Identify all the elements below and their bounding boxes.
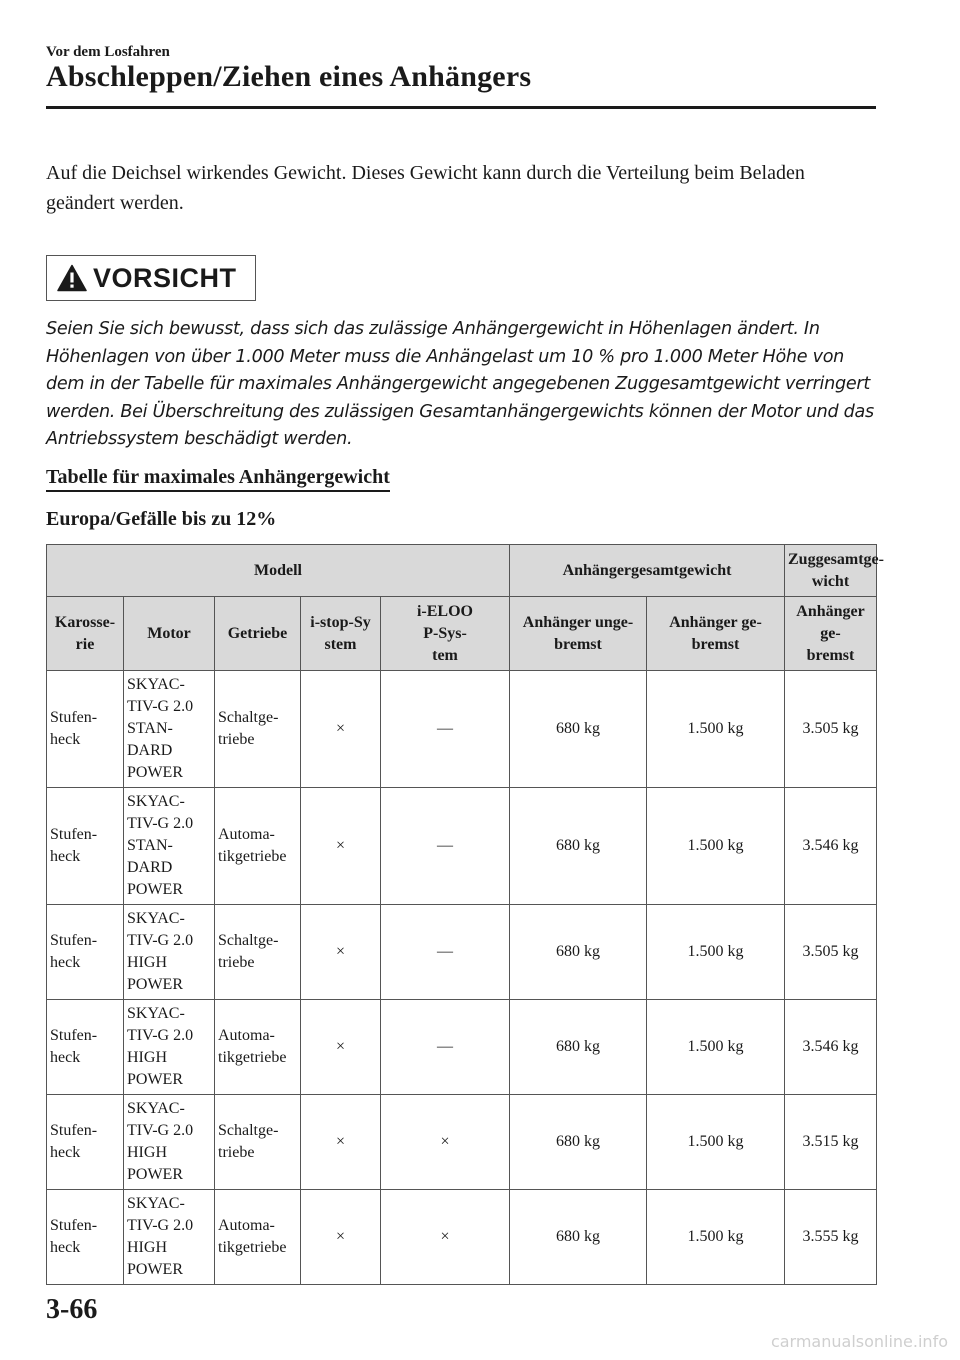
column-header: Karosse- rie	[47, 597, 124, 671]
table-cell: Schaltge- triebe	[215, 671, 301, 788]
column-header: i-stop-Sy stem	[301, 597, 381, 671]
page-title: Abschleppen/Ziehen eines Anhängers	[46, 60, 532, 93]
table-cell: SKYAC- TIV-G 2.0 HIGH POWER	[124, 1095, 215, 1190]
section-label: Vor dem Losfahren	[46, 44, 170, 60]
table-cell: ×	[301, 1190, 381, 1285]
table-cell: 1.500 kg	[647, 905, 785, 1000]
table-cell: —	[381, 1000, 510, 1095]
header-zuggesamtgewicht: Zuggesamtge- wicht	[785, 545, 877, 597]
table-cell: —	[381, 788, 510, 905]
column-header: Anhänger unge- bremst	[510, 597, 647, 671]
table-cell: ×	[381, 1095, 510, 1190]
table-cell: Schaltge- triebe	[215, 905, 301, 1000]
table-cell: 680 kg	[510, 788, 647, 905]
table-cell: ×	[381, 1190, 510, 1285]
caution-label: VORSICHT	[93, 262, 237, 293]
table-cell: Stufen- heck	[47, 905, 124, 1000]
table-cell: Schaltge- triebe	[215, 1095, 301, 1190]
table-cell: 3.505 kg	[785, 671, 877, 788]
table-cell: 3.546 kg	[785, 1000, 877, 1095]
caution-text: Seien Sie sich bewusst, dass sich das zulässige Anhängergewicht in Höhenlagen ändert. In Höhenlagen von über 1.000 Meter muss die Anhängelast um 10 % pro 1.000 Meter Höhe von dem in der Tabelle für maximales Anhängergewicht angegebenen Zuggesamtgewicht verringert werden. Bei Überschreitung des zulässigen Gesamtanhängergewichts können der Motor und das Antriebssystem beschädigt werden.	[46, 319, 874, 449]
table-row	[47, 1190, 877, 1285]
table-cell: 3.555 kg	[785, 1190, 877, 1285]
page-number: 3-66	[46, 1294, 98, 1325]
table-row	[47, 1095, 877, 1190]
table-cell: 1.500 kg	[647, 1190, 785, 1285]
table-cell: —	[381, 671, 510, 788]
table-cell: Stufen- heck	[47, 1000, 124, 1095]
table-body	[47, 671, 877, 1285]
title-divider	[46, 106, 876, 109]
table-cell: Automa- tikgetriebe	[215, 1000, 301, 1095]
table-cell: SKYAC- TIV-G 2.0 HIGH POWER	[124, 1000, 215, 1095]
table-row	[47, 788, 877, 905]
table-row	[47, 1000, 877, 1095]
header-modell: Modell	[47, 545, 510, 597]
table-cell: 1.500 kg	[647, 671, 785, 788]
table-cell: 1.500 kg	[647, 1095, 785, 1190]
column-header: i-ELOO P-Sys- tem	[381, 597, 510, 671]
table-heading: Tabelle für maximales Anhängergewicht	[46, 466, 390, 492]
table-cell: Stufen- heck	[47, 1095, 124, 1190]
table-cell: ×	[301, 905, 381, 1000]
table-cell: SKYAC- TIV-G 2.0 HIGH POWER	[124, 905, 215, 1000]
table-cell: Automa- tikgetriebe	[215, 788, 301, 905]
table-subheading: Europa/Gefälle bis zu 12%	[46, 508, 277, 530]
table-cell: Automa- tikgetriebe	[215, 1190, 301, 1285]
column-header: Motor	[124, 597, 215, 671]
table-cell: SKYAC- TIV-G 2.0 STAN- DARD POWER	[124, 788, 215, 905]
table-cell: 3.505 kg	[785, 905, 877, 1000]
table-cell: 680 kg	[510, 671, 647, 788]
table-cell: 680 kg	[510, 1190, 647, 1285]
header-anhaengergesamtgewicht: Anhängergesamtgewicht	[510, 545, 785, 597]
column-header: Anhänger ge- bremst	[785, 597, 877, 671]
table-cell: Stufen- heck	[47, 788, 124, 905]
table-cell: 1.500 kg	[647, 1000, 785, 1095]
table-cell: Stufen- heck	[47, 671, 124, 788]
table-cell: ×	[301, 1000, 381, 1095]
table-cell: 680 kg	[510, 1095, 647, 1190]
table-cell: ×	[301, 671, 381, 788]
table-column-header-row	[47, 597, 877, 671]
table-cell: ×	[301, 1095, 381, 1190]
table-cell: Stufen- heck	[47, 1190, 124, 1285]
table-cell: ×	[301, 788, 381, 905]
table-row	[47, 905, 877, 1000]
table-cell: SKYAC- TIV-G 2.0 HIGH POWER	[124, 1190, 215, 1285]
intro-paragraph: Auf die Deichsel wirkendes Gewicht. Dieses Gewicht kann durch die Verteilung beim Beladen geändert werden.	[46, 162, 805, 214]
table-cell: 3.546 kg	[785, 788, 877, 905]
table-group-header-row	[47, 545, 877, 597]
table-cell: 680 kg	[510, 1000, 647, 1095]
table-cell: 680 kg	[510, 905, 647, 1000]
table-cell: —	[381, 905, 510, 1000]
watermark: carmanualsonline.info	[770, 1332, 948, 1351]
table-cell: 3.515 kg	[785, 1095, 877, 1190]
column-header: Anhänger ge- bremst	[647, 597, 785, 671]
caution-label-box	[46, 255, 256, 301]
column-header: Getriebe	[215, 597, 301, 671]
table-row	[47, 671, 877, 788]
table-cell: 1.500 kg	[647, 788, 785, 905]
table-cell: SKYAC- TIV-G 2.0 STAN- DARD POWER	[124, 671, 215, 788]
trailer-weight-table	[46, 544, 884, 1285]
warning-triangle-icon	[57, 264, 87, 292]
